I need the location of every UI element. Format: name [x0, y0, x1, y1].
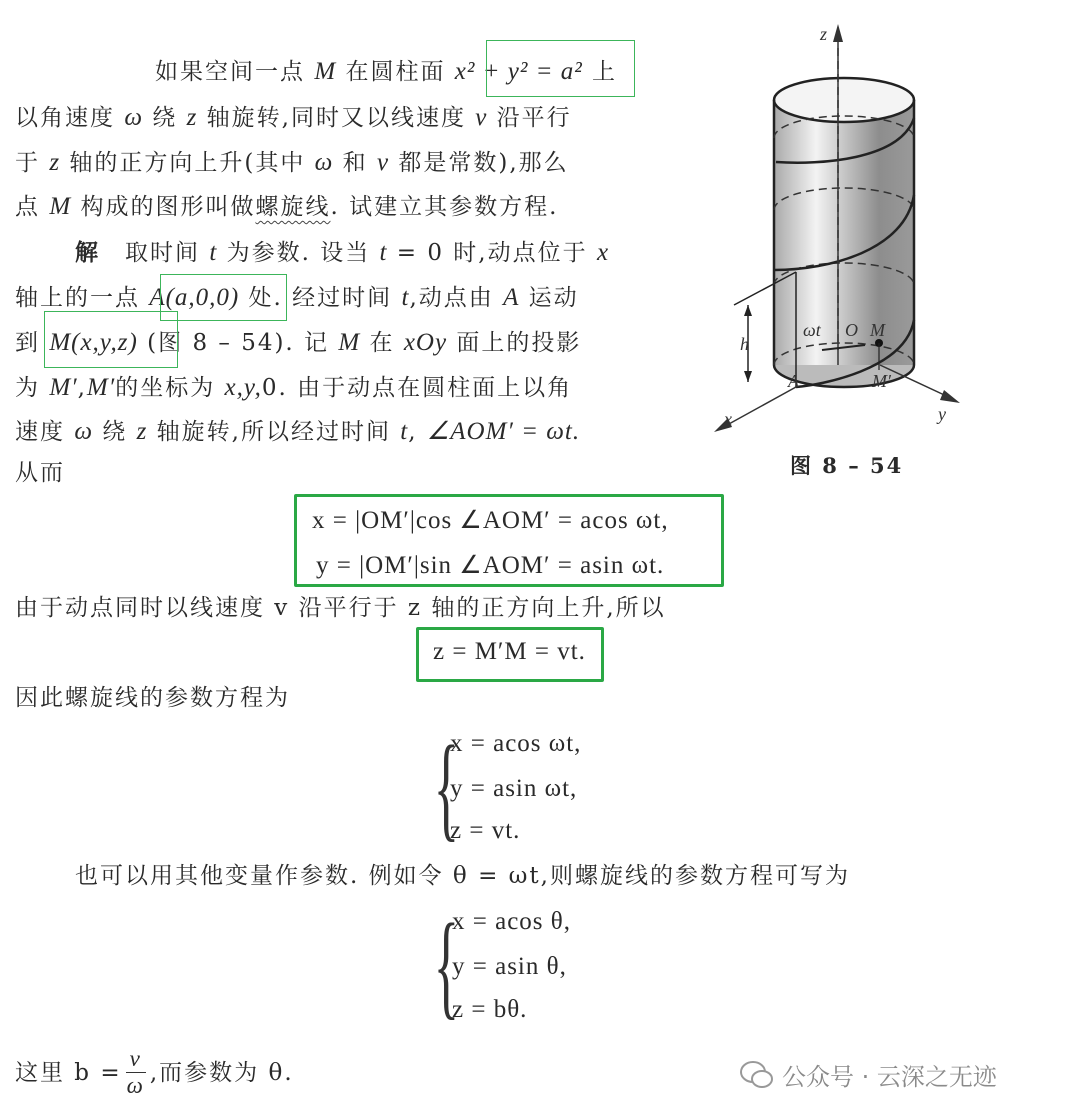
text-segment: 都是常数),那么: [389, 150, 569, 176]
text-segment: 运动: [519, 285, 579, 311]
text-line: [75, 238, 609, 268]
math-inline: z: [186, 104, 198, 131]
system1-x: x = acos ωt,: [450, 730, 582, 757]
text-line: [15, 417, 580, 447]
math-inline: M: [49, 193, 72, 220]
text-segment: 0. 由于动点在圆柱面上以角: [261, 375, 573, 401]
math-inline: v: [376, 149, 390, 176]
text-segment: 轴的正方向上升(其中: [60, 150, 315, 176]
text-segment: 和: [333, 150, 377, 176]
text-segment: 绕: [92, 419, 137, 445]
text-rise: 由于动点同时以线速度 v 沿平行于 z 轴的正方向上升,所以: [15, 595, 666, 621]
label-y: y: [938, 404, 946, 424]
system2-x: x = acos θ,: [452, 908, 571, 935]
highlight-box-point-m: [44, 311, 178, 368]
system1-z: z = vt.: [450, 817, 521, 844]
text-line: [15, 458, 65, 488]
math-inline: ω: [314, 149, 334, 176]
watermark: [740, 1057, 997, 1092]
math-inline: M′: [49, 374, 78, 401]
system2-y: y = asin θ,: [452, 953, 567, 980]
math-inline: A: [503, 284, 520, 311]
text-segment: 轴旋转,所以经过时间: [147, 419, 401, 445]
cylinder-top: [774, 78, 914, 122]
text-line: [15, 148, 569, 178]
math-inline: t: [400, 418, 409, 445]
text-segment: 以角速度: [15, 105, 125, 131]
figure-caption: 图 8 – 54: [790, 453, 904, 478]
math-inline: ω: [74, 418, 93, 445]
text-line: [15, 103, 572, 133]
text-segment: (图 8 – 54). 记: [137, 330, 339, 356]
math-inline: x: [596, 239, 610, 266]
text-alternative: 也可以用其他变量作参数. 例如令 θ = ωt,则螺旋线的参数方程可写为: [75, 863, 850, 889]
text-segment: . 试建立其参数方程.: [330, 194, 559, 220]
helix-cylinder-figure: [700, 20, 980, 440]
fraction: [126, 1046, 146, 1099]
text-segment: 为: [15, 375, 50, 401]
math-inline: z: [136, 418, 148, 445]
text-therefore: 因此螺旋线的参数方程为: [15, 685, 290, 711]
last-suffix: ,而参数为 θ.: [149, 1059, 294, 1086]
math-inline: x,y,: [224, 374, 262, 401]
text-segment: 到: [15, 330, 50, 356]
text-segment: 点: [15, 194, 50, 220]
text-segment: 于: [15, 150, 50, 176]
system1-y: y = asin ωt,: [450, 775, 578, 802]
math-inline: ω: [124, 104, 143, 131]
label-z: z: [820, 24, 828, 44]
math-inline: z: [49, 149, 61, 176]
text-segment: 面上的投影: [447, 330, 582, 356]
text-segment: 构成的图形叫做: [71, 194, 256, 220]
label-m: M: [870, 320, 885, 340]
math-inline: M: [338, 329, 361, 356]
label-a: A: [788, 371, 799, 391]
label-h: h: [740, 334, 749, 354]
math-inline: t: [379, 239, 388, 266]
text-segment: 轴上的一点: [15, 285, 150, 311]
text-segment: 在: [360, 330, 404, 356]
watermark-text: 公众号 · 云深之无迹: [782, 1063, 997, 1091]
brace-icon: {: [433, 899, 460, 1030]
text-segment: 如果空间一点: [155, 59, 315, 85]
equation-y: y = |OM′|sin ∠AOM′ = asin ωt.: [316, 552, 665, 579]
text-segment: 的坐标为: [115, 375, 225, 401]
text-segment: 从而: [15, 460, 65, 486]
text-segment: 解: [75, 239, 100, 266]
highlight-box-point-a: [160, 274, 287, 321]
text-segment: 上: [582, 59, 617, 85]
brace-icon: {: [433, 721, 460, 852]
math-inline: t: [209, 239, 218, 266]
text-segment: 轴旋转,同时又以线速度: [197, 105, 476, 131]
wechat-icon: [740, 1060, 774, 1090]
math-inline: t: [401, 284, 410, 311]
math-inline: M: [314, 58, 337, 85]
highlight-box-cylinder-eq: [486, 40, 635, 97]
math-inline: xOy: [403, 329, 448, 356]
equation-z: z = M′M = vt.: [433, 638, 586, 665]
text-last: [15, 1046, 294, 1099]
math-inline: M(x,y,z): [49, 329, 138, 356]
text-line: [15, 373, 572, 403]
fraction-denominator: ω: [126, 1073, 145, 1098]
label-omega-t: ωt: [803, 320, 821, 340]
text-segment: 速度: [15, 419, 75, 445]
text-line: [15, 192, 558, 222]
text-segment: = 0 时,动点位于: [387, 240, 597, 266]
text-segment: ,: [408, 419, 427, 445]
last-prefix: 这里 b =: [15, 1059, 122, 1086]
text-segment: 螺旋线: [255, 194, 331, 220]
text-segment: 在圆柱面: [336, 59, 455, 85]
text-segment: ,动点由: [409, 285, 504, 311]
text-segment: ,: [77, 375, 87, 401]
text-segment: 沿平行: [487, 105, 572, 131]
text-segment: 为参数. 设当: [217, 240, 380, 266]
math-inline: ∠AOM′ = ωt.: [426, 418, 581, 445]
math-inline: A(a,0,0): [149, 284, 240, 311]
label-o: O: [845, 320, 858, 340]
math-inline: M′: [86, 374, 116, 401]
text-segment: 处. 经过时间: [239, 285, 402, 311]
text-segment: 绕: [142, 105, 187, 131]
fraction-numerator: v: [126, 1046, 146, 1073]
label-x: x: [724, 409, 732, 429]
text-line: [15, 283, 579, 313]
equation-x: x = |OM′|cos ∠AOM′ = acos ωt,: [312, 507, 669, 534]
math-inline: x² + y² = a²: [454, 58, 583, 85]
system2-z: z = bθ.: [452, 996, 528, 1023]
text-segment: 取时间: [100, 240, 210, 266]
math-inline: v: [475, 104, 488, 131]
label-m-prime: M′: [872, 371, 891, 391]
